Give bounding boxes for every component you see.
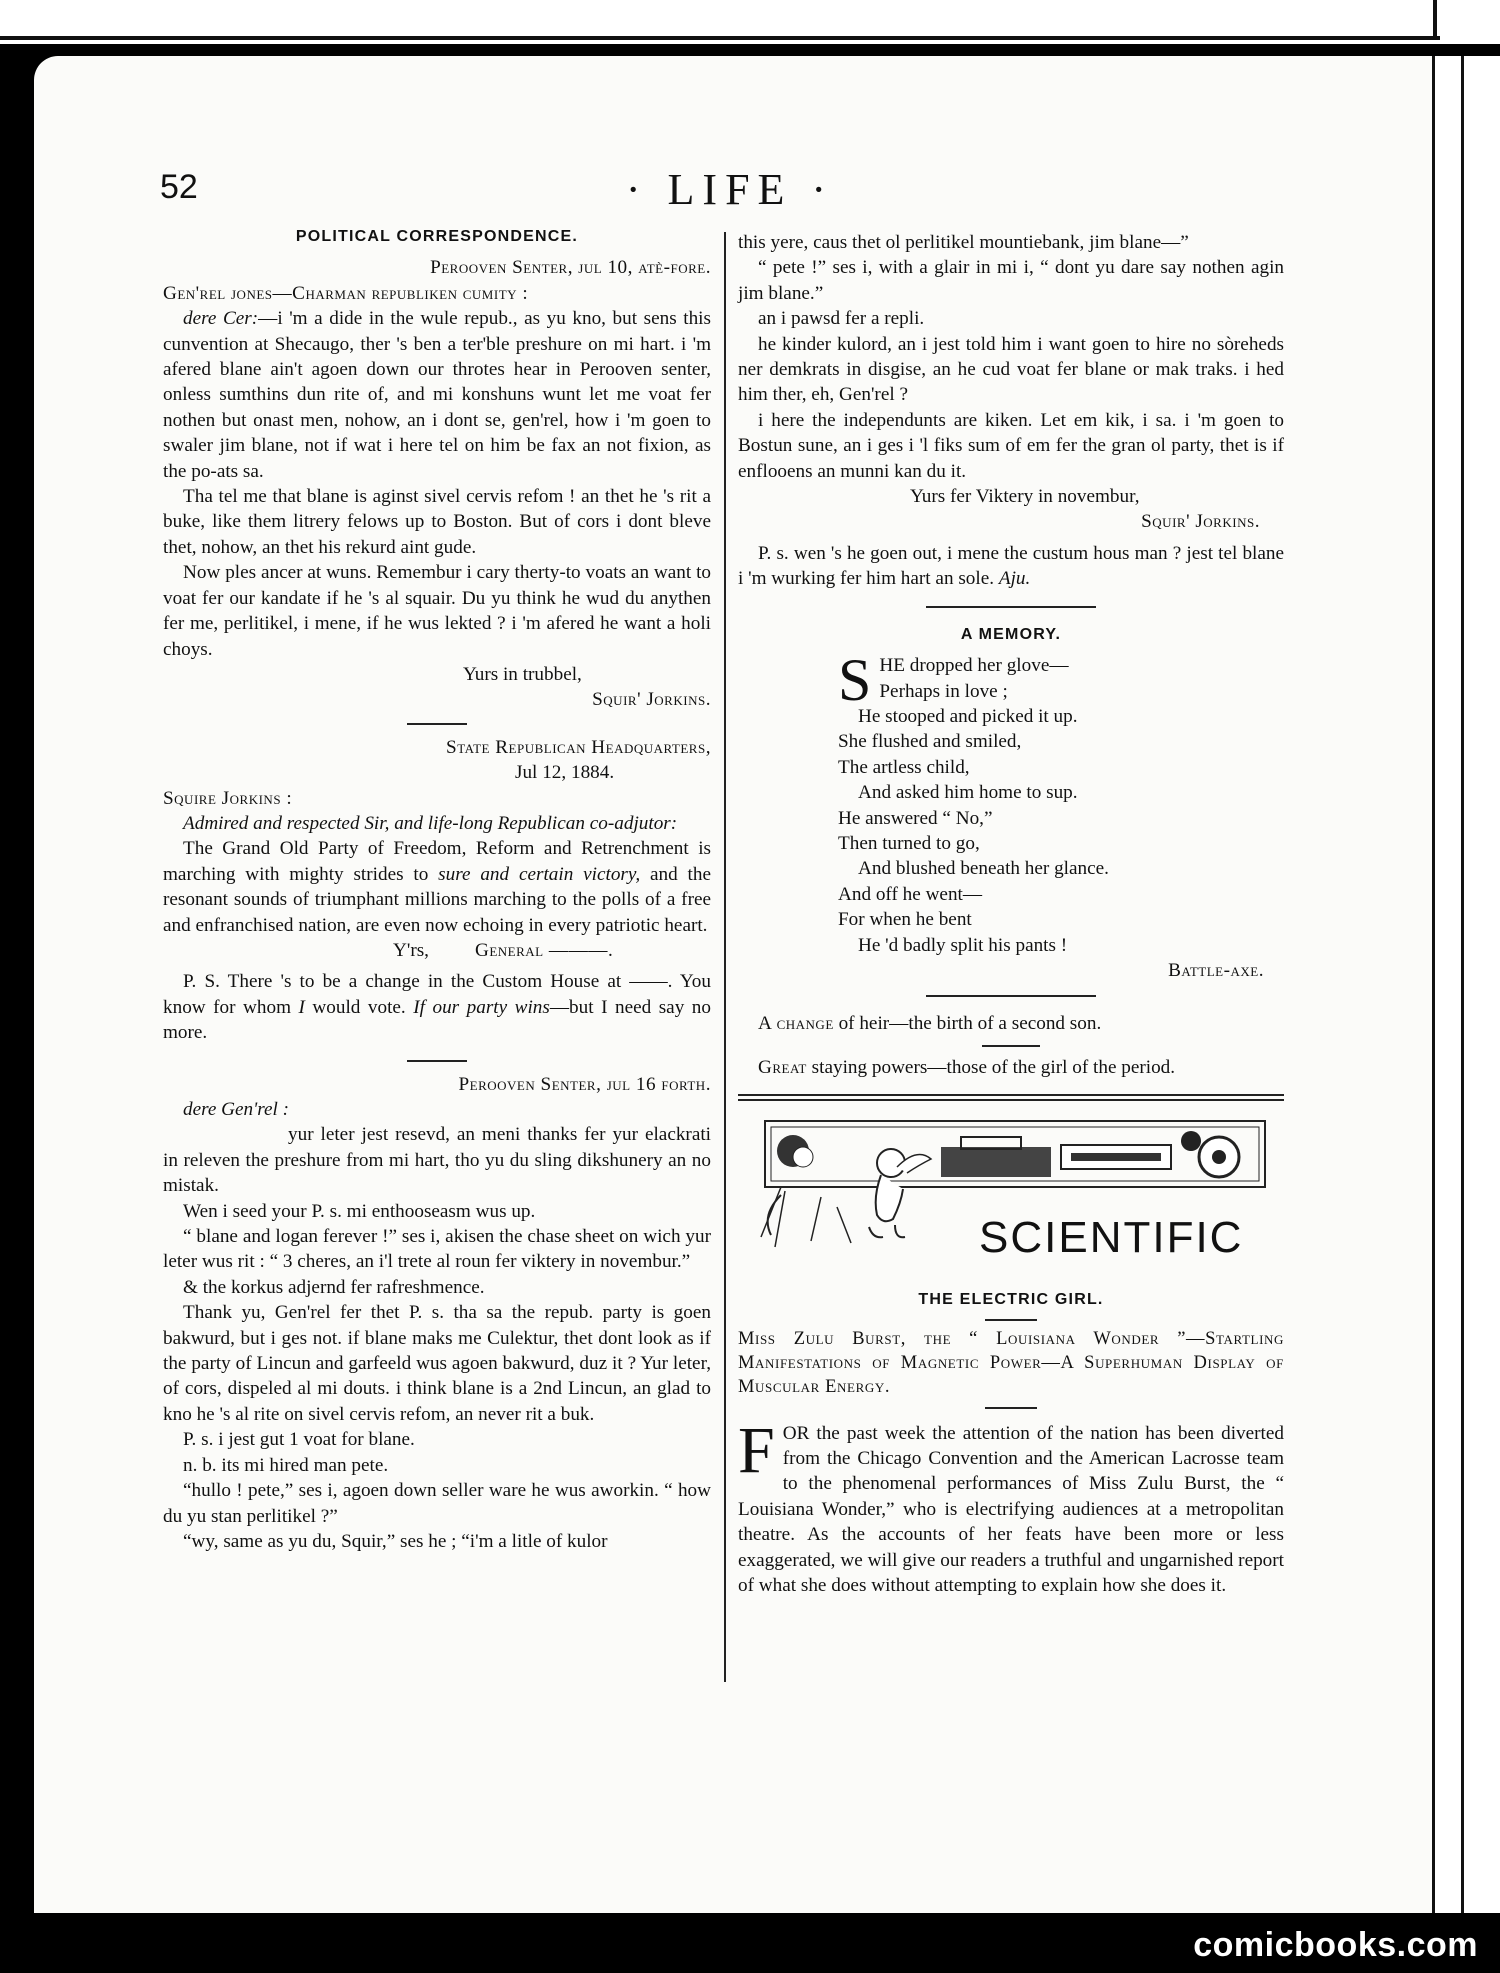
paragraph: this yere, caus thet ol perlitikel mountiebank, jim blane—” (738, 232, 1189, 253)
paragraph: Wen i seed your P. s. mi enthooseasm wus up. (183, 1200, 536, 1222)
salutation: dere Gen'rel : (183, 1099, 290, 1120)
quip: Great staying powers—those of the girl of the period. (758, 1056, 1176, 1078)
divider-rule (407, 723, 467, 725)
divider-rule (407, 1060, 467, 1062)
paragraph: dere Cer:—i 'm a dide in the wule repub., as yu kno, but sens this cunvention at Shecaugo, ther 's ben a ter'ble preshure on mi hart. i 'm afered blane ain't agoen down our throtes hear in Perooven senter, onless sumthins dun rite of, and mi konshuns wunt let me voat fer nothen but onast men, nohow, an i dont se, gen'rel, how i 'm goen to swaler jim blane, not if wat i here tel on him be fax an not fixion, as the po-ats sa. (163, 308, 711, 482)
paragraph: an i pawsd fer a repli. (758, 308, 925, 330)
drop-cap: S (838, 647, 872, 714)
paragraph: Now ples ancer at wuns. Remembur i cary therty-to voats an want to voat fer our kandate if he 's al squair. Du yu think he wud du anythen fer me, perlitikel, i mene, if he wus lekted ? i 'm afered he want a holi choys. (163, 562, 711, 660)
divider-rule (982, 1045, 1040, 1047)
poem-line: Then turned to go, (838, 832, 980, 854)
postscript: P. s. wen 's he goen out, i mene the custum hous man ? jest tel blane i 'm wurking fer him hart an sole. Aju. (738, 542, 1284, 590)
left-column (163, 224, 711, 1554)
poem-line: And off he went— (838, 883, 983, 905)
poem-line: He answered “ No,” (838, 807, 993, 829)
postscript: P. S. There 's to be a change in the Custom House at ——. You know for whom I would vote. If our party wins—but I need say no more. (163, 971, 711, 1044)
letter-closing: Yurs fer Viktery in novembur, (910, 486, 1140, 508)
poem-line: For when he bent (838, 909, 972, 931)
paragraph: The Grand Old Party of Freedom, Reform and Retrenchment is marching with mighty strides to sure and certain victory, and the resonant sounds of triumphant millions marching to the polls of a free and enfranchised nation, are even now echoing in every patriotic heart. (163, 838, 711, 936)
watermark-text: comicbooks.com (1193, 1926, 1478, 1964)
top-page-edge (0, 0, 1500, 44)
article-body: FOR the past week the attention of the nation has been diverted from the Chicago Convention and the American Lacrosse team to the phenomenal performances of Miss Zulu Burst, the “ Louisiana Wonder,” who is electrifying audiences at a metropolitan theatre. As the accounts of her feats have been more or less exaggerated, we will give our readers a truthful and ungarnished report of what she does without attempting to explain how she does it. (738, 1413, 1284, 1597)
poem-line: And asked him home to sup. (858, 782, 1078, 804)
paragraph: n. b. its mi hired man pete. (183, 1454, 389, 1476)
paragraph: “ blane and logan ferever !” ses i, akisen the chase sheet on wich yur leter wus rit : “ 3 cheres, an i'l trete al roun fer viktery in novembur.” (163, 1226, 711, 1273)
poem-line: HE dropped her glove— (879, 655, 1069, 677)
letter-signature: Squir' Jorkins. (1141, 511, 1260, 533)
paragraph: & the korkus adjernd fer rafreshmence. (183, 1276, 485, 1298)
section-title: SCIENTIFIC (979, 1213, 1244, 1263)
dateline: Jul 12, 1884. (515, 762, 615, 784)
page-number: 52 (160, 168, 198, 206)
drop-cap: F (738, 1413, 775, 1487)
paragraph: he kinder kulord, an i jest told him i want goen to hire no sòreheds ner demkrats in disgise, an he cud voat fer blane or mak traks. i hed him ther, eh, Gen'rel ? (738, 333, 1284, 406)
paragraph: “hullo ! pete,” ses i, agoen down seller ware he wus aworkin. “ how du yu stan perlitikel ?” (163, 1480, 711, 1527)
poem-line: Perhaps in love ; (879, 680, 1008, 702)
poem-line: He 'd badly split his pants ! (858, 934, 1068, 956)
right-column (738, 230, 1284, 1598)
letter-closing: Y'rs, General ———. (393, 939, 614, 961)
divider-rule (926, 606, 1096, 608)
paragraph: “ pete !” ses i, with a glair in mi i, “ dont yu dare say nothen agin jim blane.” (738, 257, 1284, 304)
double-rule (738, 1094, 1284, 1101)
address-line: Admired and respected Sir, and life-long Republican co-adjutor: (183, 812, 678, 834)
column-divider (724, 232, 726, 1682)
scientific-header-illustration (751, 1117, 1271, 1277)
paragraph: yur leter jest resevd, an meni thanks fer yur elackrati in releven the preshure from mi hart, tho yu du sling dikshunery an no mistak. (163, 1124, 711, 1197)
poem-line: The artless child, (838, 756, 970, 778)
divider-rule (985, 1407, 1037, 1409)
dateline: Perooven Senter, jul 16 forth. (458, 1073, 711, 1095)
poem-author: Battle-axe. (1168, 959, 1264, 981)
paragraph: P. s. i jest gut 1 voat for blane. (183, 1429, 415, 1451)
salutation: Squire Jorkins : (163, 787, 293, 809)
divider-rule (926, 995, 1096, 997)
article-subheading: Miss Zulu Burst, the “ Louisiana Wonder ”—Startling Manifestations of Magnetic Power—A Superhuman Display of Muscular Energy. (738, 1328, 1284, 1397)
poem-line: She flushed and smiled, (838, 731, 1022, 753)
poem-heading: A MEMORY. (960, 625, 1062, 643)
poem-line: He stooped and picked it up. (858, 705, 1078, 727)
masthead-title: · LIFE · (625, 165, 835, 214)
paragraph: Tha tel me that blane is aginst sivel cervis refom ! an thet he 's rit a buke, like them litrery felows up to Boston. But of cors i dont bleve thet, nohow, an thet his rekurd aint gude. (163, 486, 711, 558)
section-heading: POLITICAL CORRESPONDENCE. (295, 228, 579, 245)
dateline: State Republican Headquarters, (446, 736, 711, 758)
letter-closing: Yurs in trubbel, (463, 663, 582, 685)
salutation: Gen'rel jones—Charman republiken cumity : (163, 282, 529, 304)
next-page-edge (1432, 56, 1500, 1913)
letter-signature: Squir' Jorkins. (592, 689, 711, 711)
poem (838, 647, 1284, 958)
poem-line: And blushed beneath her glance. (858, 858, 1109, 880)
dateline: Perooven Senter, jul 10, atè-fore. (430, 257, 711, 279)
article-heading: THE ELECTRIC GIRL. (918, 1291, 1104, 1309)
paragraph: i here the independunts are kiken. Let em kik, i sa. i 'm goen to Bostun sune, an i ges i 'l fiks sum of em fer the gran ol party, thet is if enflooens an munni kan du it. (738, 409, 1284, 482)
paragraph: Thank yu, Gen'rel fer thet P. s. tha sa the repub. party is goen bakwurd, but i ges not. if blane maks me Culektur, thet dont look as if the party of Lincun and garfeeld wus agoen bakwurd, duz it ? Yur leter, of cors, dispeled al mi douts. i think blane is a 2nd Lincun, an glad to kno he 's al rite on sivel cervis refom, an never rit a buk. (163, 1302, 711, 1425)
paragraph: “wy, same as yu du, Squir,” ses he ; “i'm a litle of kulor (183, 1530, 608, 1552)
divider-rule (985, 1319, 1037, 1321)
quip: A change of heir—the birth of a second son. (758, 1013, 1102, 1035)
